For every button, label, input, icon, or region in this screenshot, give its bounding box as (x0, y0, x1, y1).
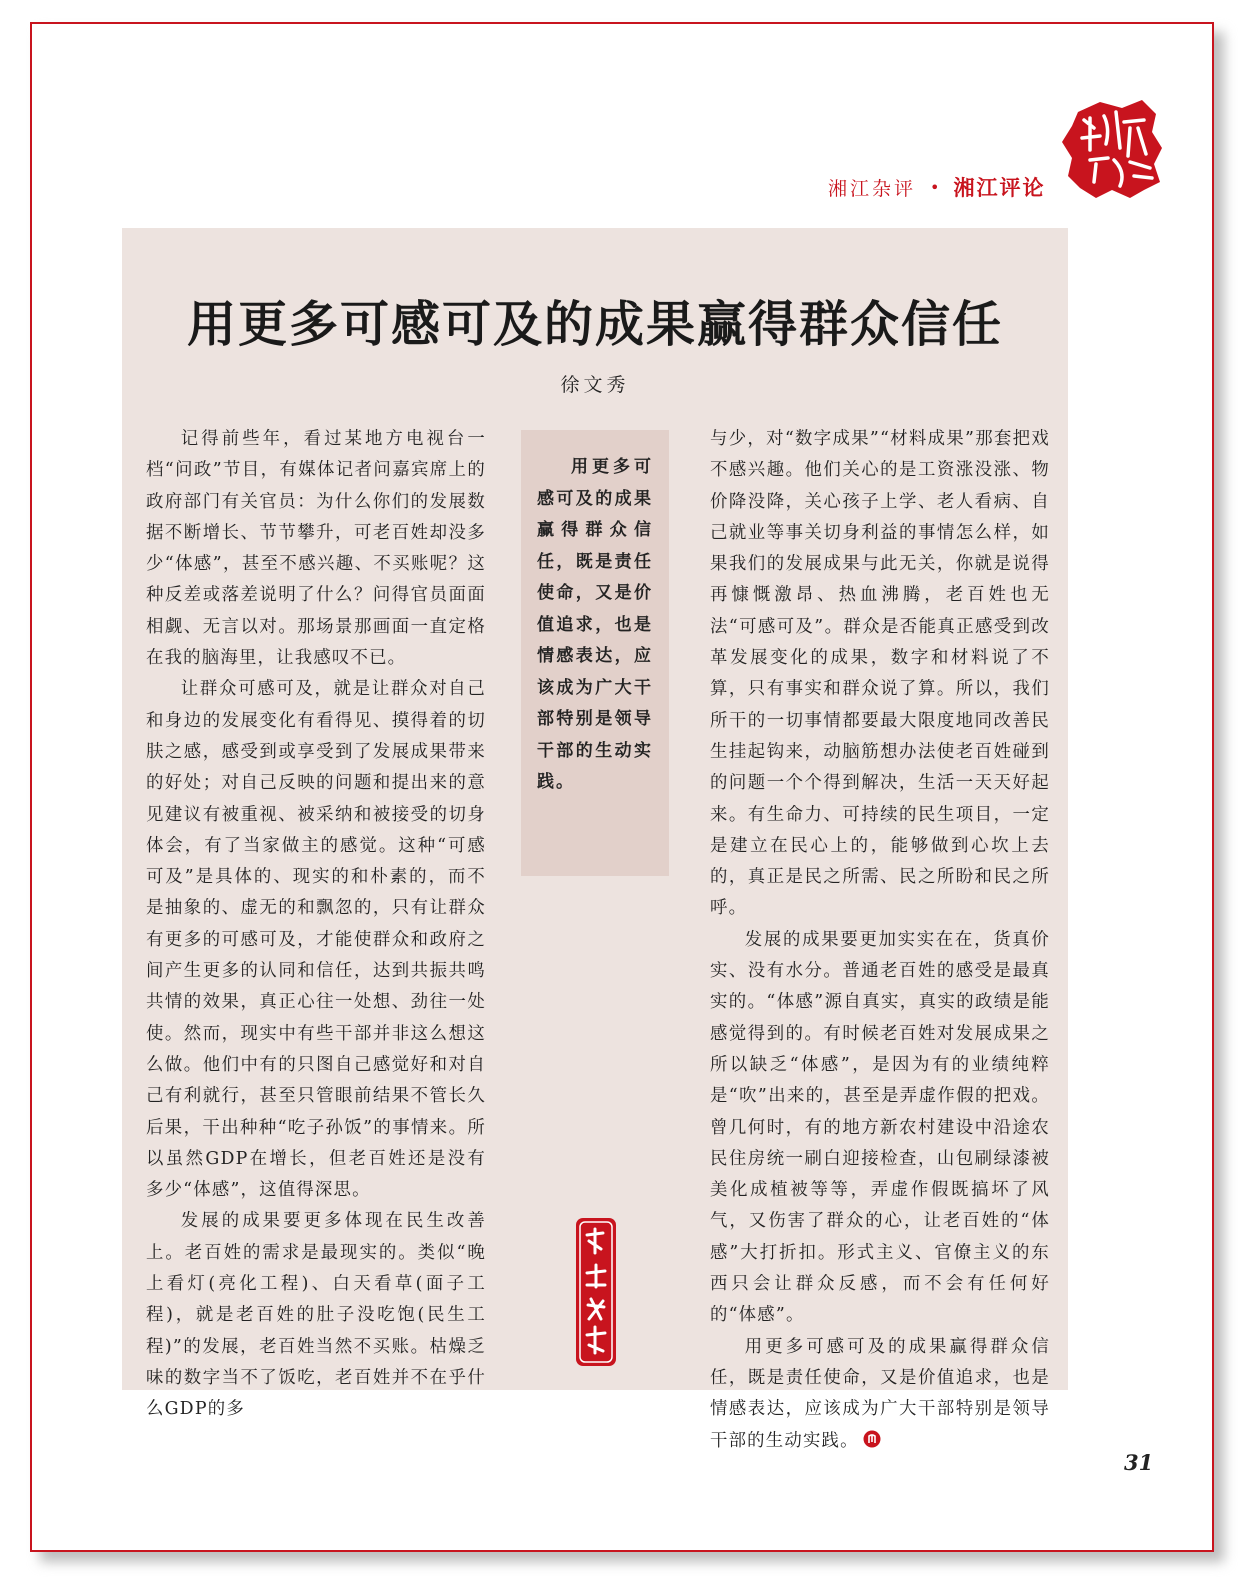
page-number: 31 (1124, 1450, 1154, 1475)
paragraph: 让群众可感可及，就是让群众对自己和身边的发展变化有看得见、摸得着的切肤之感，感受到或享受到了发展成果带来的好处；对自己反映的问题和提出来的意见建议有被重视、被采纳和被接受的切身体会，有了当家做主的感觉。这种“可感可及”是具体的、现实的和朴素的，而不是抽象的、虚无的和飘忽的，只有让群众有更多的可感可及，才能使群众和政府之间产生更多的认同和信任，达到共振共鸣共情的效果，真正心往一处想、劲往一处使。然而，现实中有些干部并非这么想这么做。他们中有的只图自己感觉好和对自己有利就行，甚至只管眼前结果不管长久后果，干出种种“吃子孙饭”的事情来。所以虽然GDP在增长，但老百姓还是没有多少“体感”，这值得深思。 (146, 679, 486, 1201)
pull-quote-text: 用更多可感可及的成果赢得群众信任，既是责任使命，又是价值追求，也是情感表达，应该成为广大干部特别是领导干部的生动实践。 (537, 457, 653, 792)
paragraph: 与少，对“数字成果”“材料成果”那套把戏不感兴趣。他们关心的是工资涨没涨、物价降没降，关心孩子上学、老人看病、自己就业等事关切身利益的事情怎么样，如果我们的发展成果与此无关，你就是说得再慷慨激昂、热血沸腾，老百姓也无法“可感可及”。群众是否能真正感受到改革发展变化的成果，数字和材料说了不算，只有事实和群众说了算。所以，我们所干的一切事情都要最大限度地同改善民生挂起钩来，动脑筋想办法使老百姓碰到的问题一个个得到解决，生活一天天好起来。有生命力、可持续的民生项目，一定是建立在民心上的，能够做到心坎上去的，真正是民之所需、民之所盼和民之所呼。 (710, 429, 1050, 919)
right-column (710, 424, 1050, 1457)
left-column (146, 424, 486, 1426)
header-separator: • (930, 177, 940, 197)
article-author: 徐文秀 (560, 374, 630, 396)
end-mark-icon (863, 1430, 881, 1448)
paragraph-text: 用更多可感可及的成果赢得群众信任，既是责任使命，又是价值追求，也是情感表达，应该成为广大干部特别是领导干部的生动实践。 (710, 1336, 1050, 1451)
section-name: 湘江评论 (953, 176, 1046, 200)
column-name: 湘江杂评 (828, 177, 917, 200)
paragraph: 记得前些年，看过某地方电视台一档“问政”节目，有媒体记者问嘉宾席上的政府部门有关官员：为什么你们的发展数据不断增长、节节攀升，可老百姓却没多少“体感”，甚至不感兴趣、不买账呢？这种反差或落差说明了什么？问得官员面面相觑、无言以对。那场景那画面一直定格在我的脑海里，让我感叹不已。 (146, 429, 486, 669)
magazine-seal-logo (1060, 98, 1164, 200)
pull-quote-box (521, 430, 669, 876)
paragraph (710, 1332, 1050, 1457)
paragraph: 发展的成果要更加实实在在，货真价实、没有水分。普通老百姓的感受是最真实的。“体感”源自真实，真实的政绩是能感觉得到的。有时候老百姓对发展成果之所以缺乏“体感”，是因为有的业绩纯粹是“吹”出来的，甚至是弄虚作假的把戏。曾几何时，有的地方新农村建设中沿途农民住房统一刷白迎接检查，山包刷绿漆被美化成植被等等，弄虚作假既搞坏了风气，又伤害了群众的心，让老百姓的“体感”大打折扣。形式主义、官僚主义的东西只会让群众反感，而不会有任何好的“体感”。 (710, 929, 1050, 1326)
paragraph: 发展的成果要更多体现在民生改善上。老百姓的需求是最现实的。类似“晚上看灯(亮化工程)、白天看草(面子工程)，就是老百姓的肚子没吃饱(民生工程)”的发展，老百姓当然不买账。枯燥乏味的数字当不了饭吃，老百姓并不在乎什么GDP的多 (146, 1211, 486, 1420)
column-stamp-seal (573, 1215, 619, 1369)
page-header (828, 172, 1045, 202)
article-title: 用更多可感可及的成果赢得群众信任 (186, 295, 1003, 353)
